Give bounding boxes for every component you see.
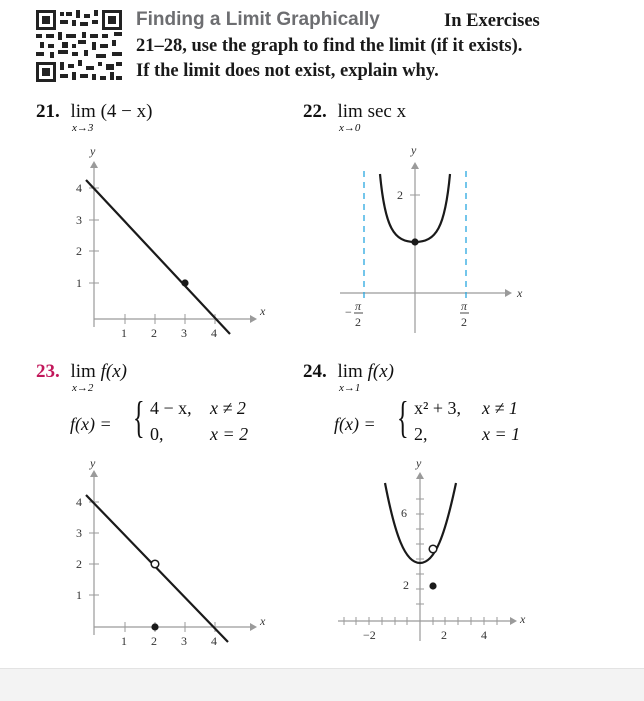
exercise-number: 21. [36, 101, 60, 122]
x-tick-numerator: π [355, 299, 362, 313]
x-axis-arrow-icon [250, 315, 257, 323]
x-tick-label: 4 [211, 634, 217, 648]
limit-approach: x→0 [339, 122, 361, 134]
open-point [151, 560, 159, 568]
case-2-expression: 2, [414, 424, 428, 444]
case-2-expression: 0, [150, 424, 164, 444]
x-tick-label: 1 [121, 634, 127, 648]
case-1-expression: 4 − x, [150, 398, 192, 418]
limit-word: lim [337, 101, 363, 122]
x-tick-label: 3 [181, 634, 187, 648]
function-lhs: f(x) = [334, 414, 376, 434]
section-title: Finding a Limit Graphically [136, 9, 380, 30]
limit-approach: x→2 [72, 382, 94, 394]
instructions-line-3: If the limit does not exist, explain why. [136, 61, 439, 81]
x-axis-arrow-icon [505, 289, 512, 297]
limit-word: lim [337, 361, 363, 382]
x-axis-label: x [520, 612, 526, 626]
y-tick-label: 1 [76, 588, 82, 602]
exercise-21 [36, 101, 153, 134]
x-tick-label: 2 [441, 628, 447, 642]
y-axis-label: y [90, 144, 96, 158]
y-axis-label: y [416, 456, 422, 470]
y-axis-arrow-icon [416, 472, 424, 479]
limit-expression: sec x [367, 101, 407, 122]
limit-expression: (4 − x) [100, 101, 153, 122]
exercise-number: 22. [303, 101, 327, 122]
exercise-number: 24. [303, 361, 327, 382]
instructions-line-1: In Exercises [444, 11, 540, 31]
y-axis-label: y [90, 456, 96, 470]
exercise-number: 23. [36, 361, 60, 382]
graph-22 [330, 143, 530, 343]
x-tick-denominator: 2 [355, 315, 361, 329]
limit-word: lim [70, 361, 96, 382]
y-axis-arrow-icon [90, 470, 98, 477]
x-axis-arrow-icon [250, 623, 257, 631]
limit-approach: x→1 [339, 382, 361, 394]
exercise-22 [303, 101, 407, 134]
y-tick-label: 2 [397, 188, 403, 202]
x-tick-label: 4 [211, 326, 217, 340]
bottom-bar [0, 668, 644, 701]
solid-point [151, 623, 158, 630]
case-2-condition: x = 1 [482, 424, 521, 444]
x-tick-label: 4 [481, 628, 487, 642]
graph-21 [60, 143, 270, 343]
x-tick-label: 1 [121, 326, 127, 340]
y-axis-arrow-icon [90, 161, 98, 168]
y-tick-label: 3 [76, 526, 82, 540]
function-line [86, 180, 230, 334]
case-1-condition: x ≠ 1 [482, 398, 518, 418]
x-axis-label: x [260, 614, 266, 628]
brace-icon: { [133, 393, 145, 442]
y-axis-label: y [411, 143, 417, 157]
y-tick-label: 6 [401, 506, 407, 520]
x-tick-sign: − [345, 305, 352, 319]
x-axis-arrow-icon [510, 617, 517, 625]
function-lhs: f(x) = [70, 414, 112, 434]
solid-point [181, 279, 188, 286]
y-tick-label: 2 [403, 578, 409, 592]
limit-word: lim [70, 101, 96, 122]
y-tick-label: 3 [76, 213, 82, 227]
limit-expression: f(x) [367, 361, 394, 382]
y-tick-label: 4 [76, 181, 82, 195]
exercise-23 [36, 361, 127, 394]
x-tick-label: 2 [151, 634, 157, 648]
x-tick-label: 2 [151, 326, 157, 340]
limit-approach: x→3 [72, 122, 94, 134]
x-tick-label: 3 [181, 326, 187, 340]
open-point [429, 545, 437, 553]
graph-23 [60, 455, 270, 655]
x-axis-label: x [260, 304, 266, 318]
y-tick-label: 2 [76, 244, 82, 258]
case-1-condition: x ≠ 2 [210, 398, 246, 418]
y-tick-label: 1 [76, 276, 82, 290]
y-tick-label: 2 [76, 557, 82, 571]
instructions [136, 9, 616, 84]
qr-code-icon [36, 10, 122, 82]
instructions-line-2: 21–28, use the graph to find the limit (if it exists). [136, 36, 523, 56]
function-line [86, 495, 228, 642]
y-axis-arrow-icon [411, 162, 419, 169]
y-tick-label: 4 [76, 495, 82, 509]
case-1-expression: x² + 3, [414, 398, 462, 418]
x-tick-numerator: π [461, 299, 468, 313]
x-axis-label: x [517, 286, 523, 300]
solid-point [429, 582, 436, 589]
graph-24 [330, 455, 530, 655]
case-2-condition: x = 2 [210, 424, 249, 444]
limit-expression: f(x) [100, 361, 127, 382]
solid-point [411, 238, 418, 245]
x-tick-denominator: 2 [461, 315, 467, 329]
x-tick-label: −2 [363, 628, 376, 642]
exercise-24 [303, 361, 394, 394]
brace-icon: { [397, 393, 409, 442]
